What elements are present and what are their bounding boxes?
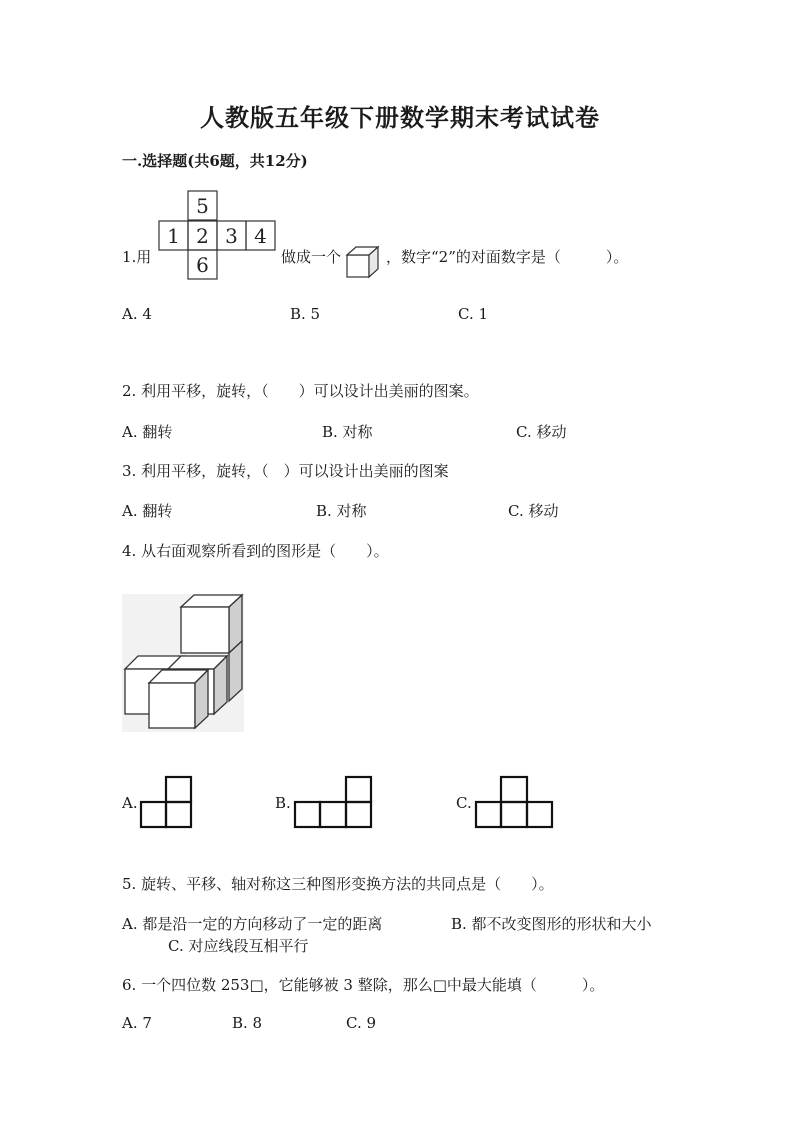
q6-option-c[interactable]: C. 9 xyxy=(346,1014,377,1032)
net-number-top: 5 xyxy=(196,194,209,218)
q4-option-a-label[interactable]: A. xyxy=(122,794,138,812)
net-number-left: 1 xyxy=(167,224,180,248)
q5-option-c[interactable]: C. 对应线段互相平行 xyxy=(168,937,309,955)
q2-option-a[interactable]: A. 翻转 xyxy=(122,423,173,441)
stacked-cubes-figure xyxy=(122,594,244,732)
q2-text: 2. 利用平移，旋转，（ ）可以设计出美丽的图案。 xyxy=(122,382,479,400)
net-number-bottom: 6 xyxy=(196,253,209,277)
q4-option-a-figure[interactable] xyxy=(139,776,193,830)
q3-text: 3. 利用平移，旋转，（ ）可以设计出美丽的图案 xyxy=(122,462,449,480)
q2-option-c[interactable]: C. 移动 xyxy=(516,423,567,441)
q4-option-c-label[interactable]: C. xyxy=(456,794,472,812)
q3-option-b[interactable]: B. 对称 xyxy=(316,502,367,520)
q2-option-b[interactable]: B. 对称 xyxy=(322,423,373,441)
q1-option-c[interactable]: C. 1 xyxy=(458,305,489,323)
q1-option-a[interactable]: A. 4 xyxy=(122,305,152,323)
net-number-far-right: 4 xyxy=(254,224,267,248)
q1-suffix: ，数字“2”的对面数字是（ ）。 xyxy=(386,248,629,266)
q6-option-a[interactable]: A. 7 xyxy=(122,1014,152,1032)
q3-option-a[interactable]: A. 翻转 xyxy=(122,502,173,520)
q6-option-b[interactable]: B. 8 xyxy=(232,1014,263,1032)
section-heading: 一.选择题(共6题，共12分) xyxy=(122,152,308,170)
q5-option-a[interactable]: A. 都是沿一定的方向移动了一定的距离 xyxy=(122,915,383,933)
q5-text: 5. 旋转、平移、轴对称这三种图形变换方法的共同点是（ ）。 xyxy=(122,875,554,893)
net-number-center: 2 xyxy=(196,224,209,248)
page-title: 人教版五年级下册数学期末考试试卷 xyxy=(200,103,600,132)
q5-option-b[interactable]: B. 都不改变图形的形状和大小 xyxy=(451,915,652,933)
q4-option-c-figure[interactable] xyxy=(474,776,554,830)
cube-net-figure xyxy=(158,191,276,281)
q1-middle: 做成一个 xyxy=(281,248,342,266)
q6-text: 6. 一个四位数 253□，它能够被 3 整除，那么□中最大能填（ ）。 xyxy=(122,976,605,994)
q4-option-b-figure[interactable] xyxy=(293,776,373,830)
q1-prefix: 1.用 xyxy=(122,248,152,266)
q1-option-b[interactable]: B. 5 xyxy=(290,305,321,323)
cube-icon xyxy=(346,246,380,278)
q4-text: 4. 从右面观察所看到的图形是（ ）。 xyxy=(122,542,389,560)
q3-option-c[interactable]: C. 移动 xyxy=(508,502,559,520)
net-number-right: 3 xyxy=(225,224,238,248)
q4-option-b-label[interactable]: B. xyxy=(275,794,291,812)
